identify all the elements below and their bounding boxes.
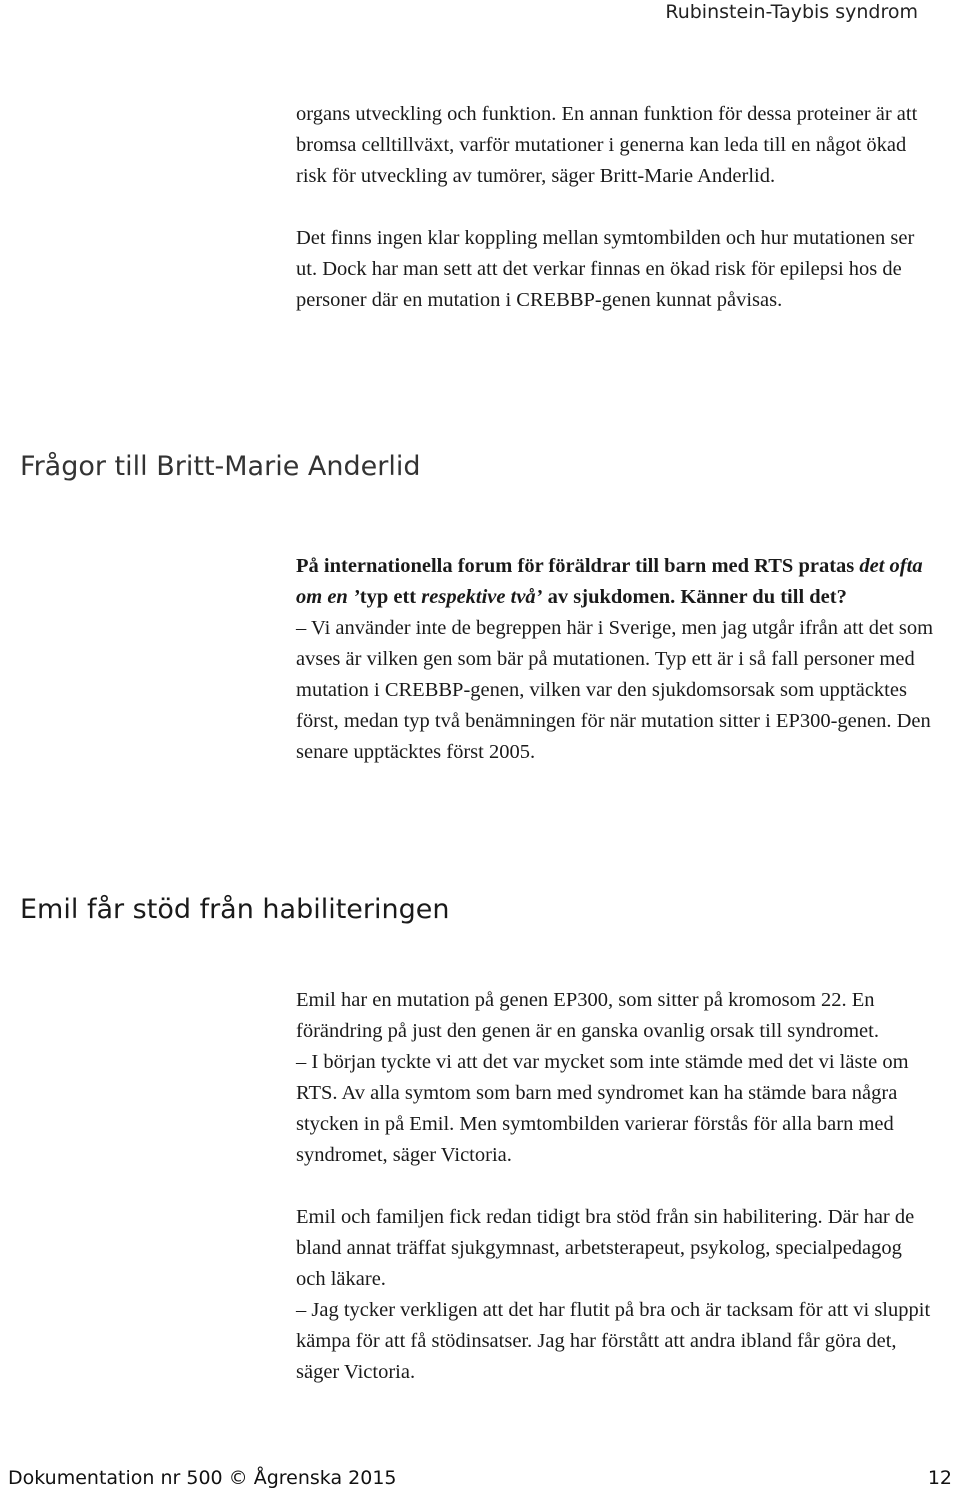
emil-block bbox=[296, 985, 936, 1388]
heading-questions: Frågor till Britt-Marie Anderlid bbox=[20, 451, 421, 482]
questions-block bbox=[296, 551, 936, 768]
question-part-4: respektive två’ bbox=[421, 586, 543, 608]
intro-block bbox=[296, 99, 936, 316]
interview-answer: – Vi använder inte de begreppen här i Sverige, men jag utgår ifrån att det som avses är vilken gen som bär på mutationen. Typ ett är i så fall personer med mutation i CREBBP-genen, vilken var den sjukdomsorsak som upptäcktes först, medan typ två benämningen för när mutation sitter i EP300-genen. Den senare upptäcktes först 2005. bbox=[296, 617, 934, 763]
heading-emil: Emil får stöd från habiliteringen bbox=[20, 894, 450, 925]
question-part-1: På internationella forum för föräldrar till barn med RTS pratas bbox=[296, 555, 860, 577]
emil-paragraph-1b: – I början tyckte vi att det var mycket som inte stämde med det vi läste om RTS. Av alla symtom som barn med syndromet kan ha stämde bara några stycken in på Emil. Men symtombilden varierar förstås för alla barn med syndromet, säger Victoria. bbox=[296, 1051, 909, 1166]
question-part-2: det ofta om en ’ bbox=[296, 555, 923, 608]
question-part-5: av sjukdomen. Känner du till det? bbox=[542, 586, 847, 608]
emil-paragraph-2a: Emil och familjen fick redan tidigt bra stöd från sin habilitering. Där har de bland annat träffat sjukgymnast, arbetsterapeut, psykolog, specialpedagog och läkare. bbox=[296, 1206, 915, 1290]
footer-page-number: 12 bbox=[927, 1467, 952, 1489]
running-header-title: Rubinstein-Taybis syndrom bbox=[665, 1, 918, 23]
interview-question bbox=[296, 551, 936, 613]
emil-paragraph-1a: Emil har en mutation på genen EP300, som sitter på kromosom 22. En förändring på just den genen är en ganska ovanlig orsak till syndromet. bbox=[296, 989, 879, 1042]
question-part-3: typ ett bbox=[359, 586, 422, 608]
intro-paragraph-1: organs utveckling och funktion. En annan funktion för dessa proteiner är att bromsa celltillväxt, varför mutationer i generna kan leda till en något ökad risk för utveckling av tumörer, säger Britt-Marie Anderlid. bbox=[296, 103, 918, 187]
footer-publication: Dokumentation nr 500 © Ågrenska 2015 bbox=[8, 1467, 397, 1489]
intro-paragraph-2: Det finns ingen klar koppling mellan symtombilden och hur mutationen ser ut. Dock har man sett att det verkar finnas en ökad risk för epilepsi hos de personer där en mutation i CREBBP-genen kunnat påvisas. bbox=[296, 227, 915, 311]
emil-paragraph-2b: – Jag tycker verkligen att det har flutit på bra och är tacksam för att vi sluppit kämpa för att få stödinsatser. Jag har förstått att andra ibland får göra det, säger Victoria. bbox=[296, 1299, 931, 1383]
